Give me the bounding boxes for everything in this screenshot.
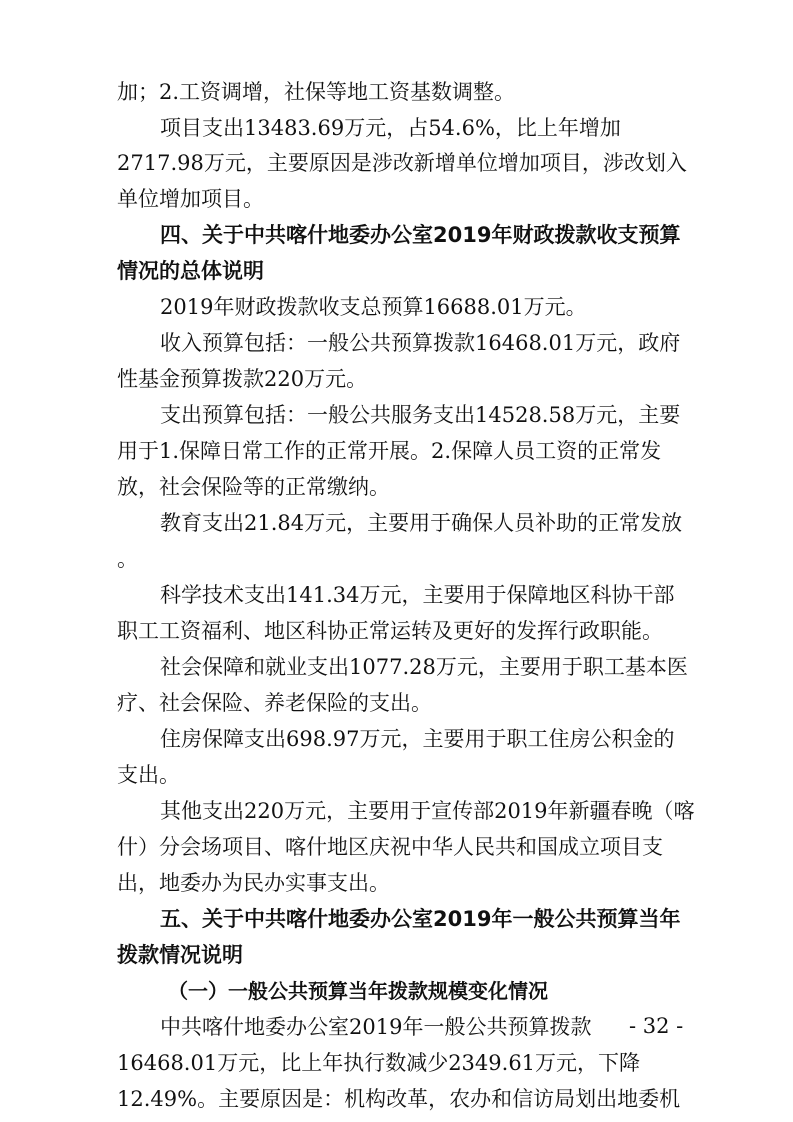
page-number: - 32 - <box>629 1014 684 1038</box>
body-line: 2717.98万元，主要原因是涉改新增单位增加项目，涉改划入 <box>117 151 687 175</box>
body-line: 疗、社会保险、养老保险的支出。 <box>117 691 432 715</box>
body-line: 科学技术支出141.34万元，主要用于保障地区科协干部 <box>160 583 675 607</box>
section-heading: 情况的总体说明 <box>117 259 264 283</box>
body-line: 16468.01万元，比上年执行数减少2349.61万元，下降 <box>117 1051 641 1075</box>
body-line: 。 <box>117 547 138 571</box>
body-line: 住房保障支出698.97万元，主要用于职工住房公积金的 <box>160 727 675 751</box>
body-line: 2019年财政拨款收支总预算16688.01万元。 <box>160 295 587 319</box>
body-line: 性基金预算拨款220万元。 <box>117 367 368 391</box>
section-heading: 拨款情况说明 <box>117 943 243 967</box>
body-line: 中共喀什地委办公室2019年一般公共预算拨款 <box>160 1015 592 1039</box>
body-line: 出，地委办为民办实事支出。 <box>117 871 390 895</box>
body-line: 什）分会场项目、喀什地区庆祝中华人民共和国成立项目支 <box>117 835 663 859</box>
body-line: 放，社会保险等的正常缴纳。 <box>117 475 390 499</box>
body-line: 12.49%。主要原因是：机构改革，农办和信访局划出地委机 <box>117 1087 681 1111</box>
body-line: 用于1.保障日常工作的正常开展。2.保障人员工资的正常发 <box>117 439 662 463</box>
section-heading: 五、关于中共喀什地委办公室2019年一般公共预算当年 <box>160 907 681 931</box>
section-heading: 四、关于中共喀什地委办公室2019年财政拨款收支预算 <box>160 223 681 247</box>
body-line: 教育支出21.84万元，主要用于确保人员补助的正常发放 <box>160 511 683 535</box>
body-line: 支出。 <box>117 763 180 787</box>
body-line: 其他支出220万元，主要用于宣传部2019年新疆春晚（喀 <box>160 799 695 823</box>
body-line: 项目支出13483.69万元，占54.6%，比上年增加 <box>160 116 621 140</box>
body-line: 支出预算包括：一般公共服务支出14528.58万元，主要 <box>160 403 681 427</box>
body-line: 社会保障和就业支出1077.28万元，主要用于职工基本医 <box>160 655 688 679</box>
body-line: 加；2.工资调增，社保等地工资基数调整。 <box>117 80 516 104</box>
body-line: 单位增加项目。 <box>117 187 264 211</box>
body-line: 职工工资福利、地区科协正常运转及更好的发挥行政职能。 <box>117 619 663 643</box>
body-line: 收入预算包括：一般公共预算拨款16468.01万元，政府 <box>160 331 681 355</box>
subsection-heading: （一）一般公共预算当年拨款规模变化情况 <box>168 979 548 1003</box>
